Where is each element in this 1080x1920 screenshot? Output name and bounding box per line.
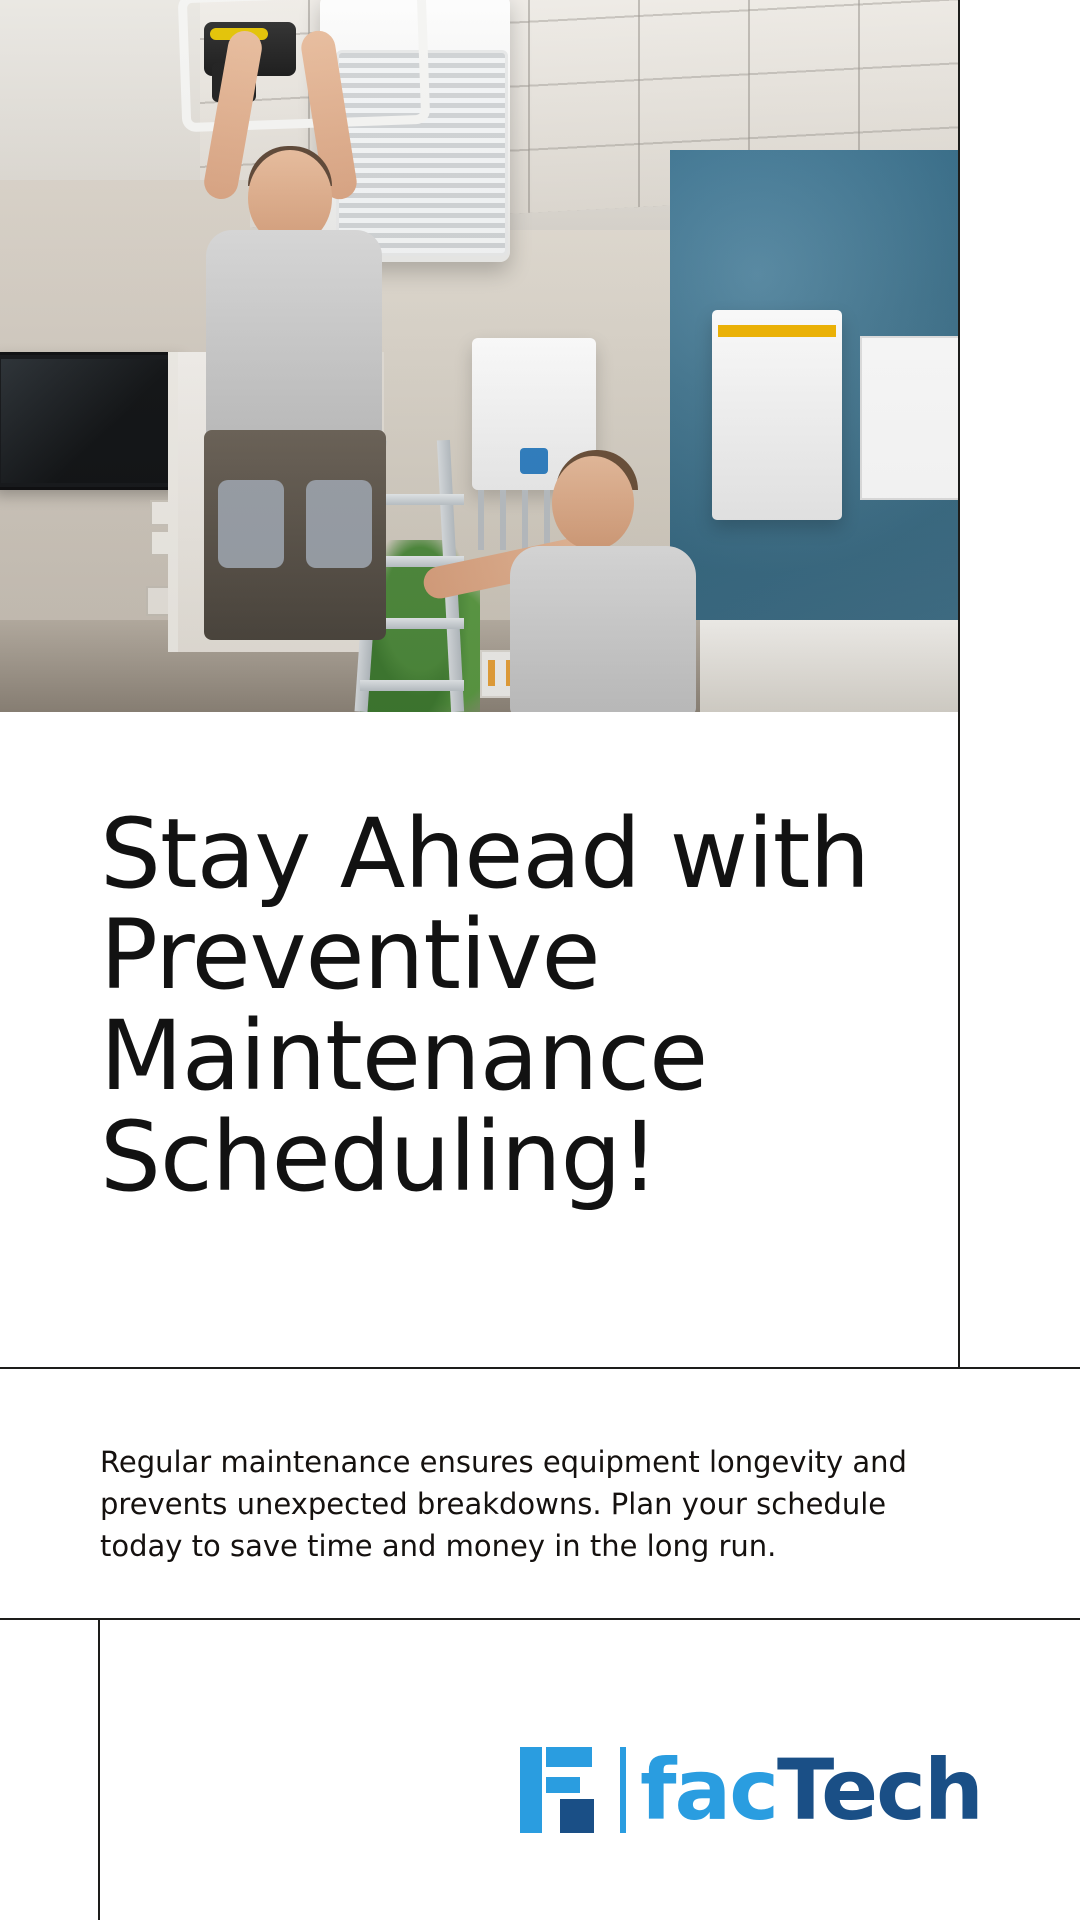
technician-polo-shirt <box>510 546 696 712</box>
control-cabinet-right <box>860 336 960 500</box>
logo-wordmark-tech: Tech <box>777 1741 982 1839</box>
mark-bar-middle <box>546 1777 580 1793</box>
horizontal-rule-under-headline <box>0 1367 1080 1369</box>
trouser-knee-pad <box>218 480 284 568</box>
wall-mounted-tv <box>0 352 182 490</box>
boiler-accent-strip <box>718 325 836 337</box>
page-title: Stay Ahead with Preventive Maintenance Scheduling! <box>100 798 870 1213</box>
technician-head <box>552 456 634 550</box>
logo-wordmark-fac: fac <box>640 1741 778 1839</box>
hero-photo <box>0 0 960 712</box>
brand-logo <box>520 1740 982 1840</box>
mark-bar-vertical <box>520 1747 542 1833</box>
horizontal-rule-under-body <box>0 1618 1080 1620</box>
base-cabinet <box>700 620 960 712</box>
factech-mark-icon <box>520 1747 606 1833</box>
vertical-rule-right <box>958 0 960 1368</box>
trouser-knee-pad <box>306 480 372 568</box>
mark-bar-top <box>546 1747 592 1767</box>
technician-polo-shirt <box>206 230 382 450</box>
logo-wordmark <box>640 1741 982 1839</box>
mark-block-dark <box>560 1799 594 1833</box>
body-copy: Regular maintenance ensures equipment longevity and prevents unexpected breakdowns. Plan your schedule today to save time and money in the long run. <box>100 1445 907 1564</box>
technician-standing <box>430 470 720 712</box>
wall-boiler-right <box>712 310 842 520</box>
logo-divider <box>620 1747 626 1833</box>
vertical-rule-bottom-left <box>98 1618 100 1920</box>
technician-on-ladder <box>196 10 406 710</box>
